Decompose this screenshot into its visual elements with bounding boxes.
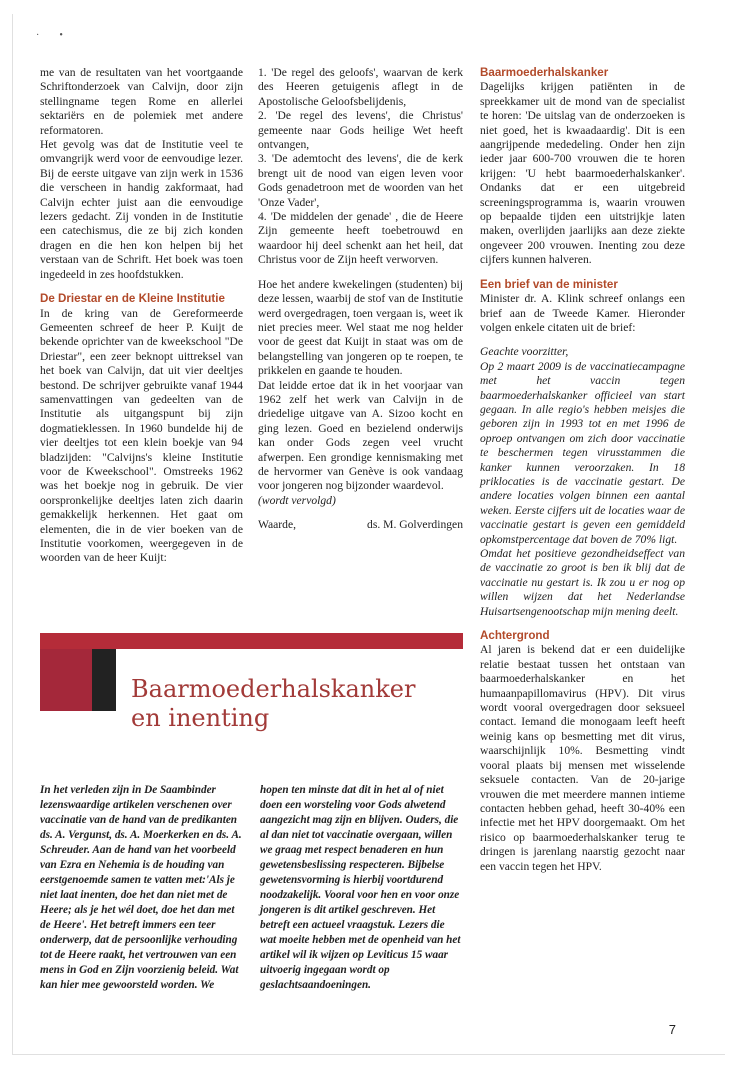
section-heading: Achtergrond	[480, 629, 550, 643]
section-heading: Een brief van de minister	[480, 277, 618, 291]
column-left	[40, 66, 243, 566]
article-title-line: Baarmoederhalskanker	[131, 675, 416, 703]
paragraph: Dat leidde ertoe dat ik in het voorjaar van 1962 zelf het werk van Calvijn in de driedelige uitgave van A. Sizoo kocht en ging lezen. Goed en bezielend onderwijs kan onder Gods zegen veel vrucht afwerpen. Een grondige kennismaking met de hervormer van Genève is ook vandaag voor jongeren nog bijzonder waardevol.	[258, 378, 463, 493]
article-intro-left: In het verleden zijn in De Saambinder lezenswaardige artikelen verschenen over vaccinatie van de hand van de predikanten ds. A. Vergunst, ds. A. Moerkerken en ds. A. Schreuder. Aan de hand van het voorbeeld van Ezra en Nehemia is de houding van eerstgenoemde samen te vatten met:'Als je niet laat inenten, doe het dan niet met de Heere; als je het wél doet, doe het dan met de Heere'. Het betreft immers een teer onderwerp, dat de persoonlijke verhouding tot de Heere raakt, het vertrouwen van een mens in God en Zijn voorzienig beleid. Wat kan hier mee gewoorsteld worden. We	[40, 784, 242, 991]
section-heading: Baarmoederhalskanker	[480, 66, 609, 79]
ministers-letter	[480, 345, 685, 619]
paragraph: Al jaren is bekend dat er een duidelijke relatie bestaat tussen het ontstaan van baarmoederhalskanker en het humaanpapillomavirus (HPV). Dit virus wordt vooral overgedragen door seksueel contact. Iemand die monogaam leeft heeft weinig kans op besmetting met dit virus, waarschijnlijk 10%. Besmetting vindt vooral plaats bij mensen met wisselende seksuele contacten. Van de 20-jarige vrouwen die met meerdere mannen intieme contacten hebben gehad, heeft 30-40% een infectie met het HPV doorgemaakt. Om het risico op baarmoederhalskanker terug te dringen is jarenlang naarstig gezocht naar een vaccin tegen het HPV.	[480, 643, 685, 873]
banner-dark-block	[92, 649, 116, 711]
paragraph: Dagelijks krijgen patiënten in de spreekkamer uit de mond van de specialist te horen: 'De uitslag van de onderzoeken is niet goed, het is kwaadaardig'. Dit is een aangrijpende mededeling. Onder hen zijn ieder jaar 600-700 vrouwen die te horen krijgen: 'U hebt baarmoederhalskanker'. Ondanks dat er een uitgebreid screeningsprogramma is, waarin vrouwen op bepaalde tijden een uitstrijkje laten maken, overlijden jaarlijks aan deze ziekte ongeveer 200 vrouwen. Inenting zou deze cijfers kunnen halveren.	[480, 80, 685, 267]
list-item: 2. 'De regel des levens', die Christus' gemeente naar Gods heilige Wet heeft ontvangen,	[258, 109, 463, 152]
letter-paragraph: Op 2 maart 2009 is de vaccinatiecampagne met het vaccin tegen baarmoederhalskanker officieel van start gegaan. In alle regio's hebben meisjes die geboren zijn in 1993 tot en met 1996 de oproep ontvangen om zich door vaccinatie te beschermen tegen virusstammen die kanker kunnen veroorzaken. In 18 priklocaties is de vaccinatie gestart. De andere locaties volgen binnen een aantal weken. Eerste cijfers uit de locaties waar de vaccinatie gestart is geven een gemiddeld opkomstpercentage dat boven de 70% ligt.	[480, 359, 685, 546]
column-right	[480, 66, 685, 874]
paragraph: me van de resultaten van het voortgaande Schriftonderzoek van Calvijn, door zijn stellingname tegen Rome en allerlei sektariërs en de polemiek met andere reformatoren.	[40, 66, 243, 137]
section-heading: De Driestar en de Kleine Institutie	[40, 292, 225, 306]
paragraph: Het gevolg was dat de Institutie veel te omvangrijk werd voor de eenvoudige lezer. Bij de eerste uitgave van zijn werk in 1536 die verscheen in handig zakformaat, had Calvijn echter juist aan die eenvoudige lezers gedacht. Zij vonden in de Institutie een catechismus, die ze bij zich konden dragen en die hen kon helpen bij het verstaan van de Schrift. Het boek was toen ingedeeld in zes hoofdstukken.	[40, 138, 243, 281]
banner-top-bar	[40, 633, 463, 649]
list-item: 3. 'De ademtocht des levens', die de kerk brengt uit de nood van eigen leven voor Gods genadetroon met de woorden van het 'Onze Vader',	[258, 152, 463, 209]
article-title	[131, 675, 451, 733]
letter-salutation: Geachte voorzitter,	[480, 345, 569, 359]
page-number: 7	[668, 1022, 676, 1037]
list-item: 1. 'De regel des geloofs', waarvan de kerk des Heeren getuigenis aflegt in de Apostolische Geloofsbelijdenis,	[258, 66, 463, 108]
letter-paragraph: Omdat het positieve gezondheidseffect van de vaccinatie zo groot is ben ik blij dat de vaccinatie nu gestart is. Ik zou u er nog op willen wijzen dat het Nederlandse Huisartsengenootschap mijn mening deelt.	[480, 547, 685, 618]
paragraph: Hoe het andere kwekelingen (studenten) bij deze lessen, waarbij de stof van de Institutie werd overgedragen, toen vergaan is, weet ik niet precies meer. Wel staat me nog helder voor de geest dat Kuijt in staat was om de belangstelling van jongeren op te roepen, te prikkelen en gaande te houden.	[258, 277, 463, 378]
article-intro-right: hopen ten minste dat dit in het al of niet doen een worsteling voor Gods alwetend aangezicht mag zijn en blijven. Ouders, die al dan niet tot vaccinatie overgaan, willen we graag met respect benaderen en hun gewetensbeslissing respecteren. Bijbelse gewetensvorming is hierbij voortdurend noodzakelijk. Vooral voor hen en voor onze jongeren is dit artikel geschreven. Het betreft een actueel vraagstuk. Lezers die wat moeite hebben met de openheid van het artikel wil ik wijzen op Leviticus 15 waar uitvoerig ingegaan wordt op geslachtsaandoeningen.	[260, 784, 461, 991]
to-be-continued: (wordt vervolgd)	[258, 493, 336, 507]
paragraph: In de kring van de Gereformeerde Gemeenten schreef de heer P. Kuijt de bekende oprichter van de kweekschool "De Driestar", een zeer beknopt uittreksel van het boek van Calvijn, dat uit vier deeltjes bestond. De schrijver gebruikte vanaf 1944 samenvattingen van gedeelten van de Institutie als uitgangspunt bij zijn dogmatieklessen. In 1960 bundelde hij de vier deeltjes tot een klein boekje van 94 bladzijden: "Calvijns's kleine Institutie voor de Kweekschool". Omstreeks 1962 was het boekje nog in gebruik. De vier oorspronkelijke deeltjes laten zich daarin gemakkelijk herkennen. Het gaat om elementen, die in de vier boeken van de Institutie voorkomen, weergegeven in de woorden van de heer Kuijt:	[40, 306, 243, 565]
paragraph: Minister dr. A. Klink schreef onlangs een brief aan de Tweede Kamer. Hieronder volgen enkele citaten uit de brief:	[480, 292, 685, 334]
scan-marks: · •	[36, 30, 63, 41]
list-item: 4. 'De middelen der genade' , die de Heere Zijn gemeente heeft toebetrouwd en waardoor hij deel schenkt aan het heil, dat Christus voor de Zijn heeft verworven.	[258, 210, 463, 267]
signature-place: Waarde,	[258, 518, 297, 532]
signature	[258, 518, 463, 532]
signature-author: ds. M. Golverdingen	[367, 518, 463, 532]
rules-list	[258, 66, 463, 268]
column-middle	[258, 66, 463, 533]
article-title-line: en inenting	[131, 704, 270, 732]
article-banner	[40, 633, 463, 765]
